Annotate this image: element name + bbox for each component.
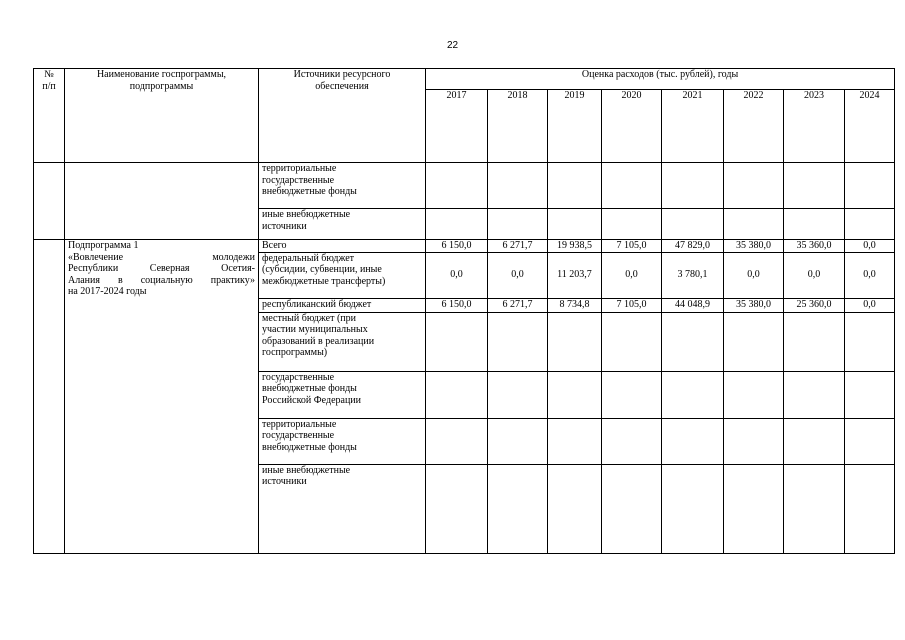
value-cell [662,371,724,418]
header-year-2019: 2019 [548,90,602,163]
header-year-2021: 2021 [662,90,724,163]
value-cell: 7 105,0 [602,298,662,312]
header-program-name: Наименование госпрограммы, подпрограммы [65,69,259,163]
value-cell [426,371,488,418]
page-number: 22 [446,40,459,51]
value-cell: 47 829,0 [662,240,724,253]
value-cell [426,464,488,553]
value-cell [724,163,784,209]
value-cell [784,464,845,553]
header-funding-source: Источники ресурсного обеспечения [259,69,426,163]
header-year-2022: 2022 [724,90,784,163]
subprogram-name-line: на 2017-2024 годы [68,286,147,297]
value-cell: 0,0 [845,252,895,298]
value-cell [548,209,602,240]
value-cell [488,464,548,553]
header-year-2023: 2023 [784,90,845,163]
value-cell: 25 360,0 [784,298,845,312]
row-number-cell [34,163,65,240]
value-cell [602,371,662,418]
value-cell: 19 938,5 [548,240,602,253]
value-cell: 35 380,0 [724,240,784,253]
value-cell: 35 360,0 [784,240,845,253]
funding-source-cell: республиканский бюджет [259,298,426,312]
value-cell: 0,0 [784,252,845,298]
value-cell: 7 105,0 [602,240,662,253]
value-cell [426,418,488,464]
value-cell [488,209,548,240]
value-cell [548,312,602,371]
funding-source-cell: территориальные государственные внебюджетные фонды [259,163,426,209]
value-cell: 6 150,0 [426,240,488,253]
value-cell [784,418,845,464]
value-cell [845,312,895,371]
value-cell [488,163,548,209]
row-number-cell [34,240,65,554]
value-cell [548,418,602,464]
value-cell: 6 271,7 [488,298,548,312]
value-cell [602,418,662,464]
funding-source-cell: государственные внебюджетные фонды Российской Федерации [259,371,426,418]
value-cell [845,163,895,209]
funding-source-cell: Всего [259,240,426,253]
value-cell: 0,0 [426,252,488,298]
value-cell [602,163,662,209]
subprogram-name-line: «Вовлечение молодежи [68,251,255,263]
value-cell [548,371,602,418]
header-year-2020: 2020 [602,90,662,163]
table-row [34,240,895,253]
value-cell: 0,0 [724,252,784,298]
subprogram-name-cell [65,240,259,554]
value-cell [662,312,724,371]
value-cell: 0,0 [488,252,548,298]
value-cell [602,209,662,240]
funding-source-cell: иные внебюджетные источники [259,464,426,553]
value-cell: 6 271,7 [488,240,548,253]
header-year-2018: 2018 [488,90,548,163]
value-cell [602,464,662,553]
value-cell [784,312,845,371]
funding-source-cell: федеральный бюджет (субсидии, субвенции, иные межбюджетные трансферты) [259,252,426,298]
header-year-2017: 2017 [426,90,488,163]
value-cell [488,371,548,418]
value-cell [662,209,724,240]
value-cell [784,209,845,240]
value-cell: 11 203,7 [548,252,602,298]
value-cell [845,464,895,553]
value-cell [426,312,488,371]
value-cell [845,371,895,418]
budget-table [33,68,895,554]
value-cell: 44 048,9 [662,298,724,312]
value-cell [662,418,724,464]
value-cell: 0,0 [845,240,895,253]
value-cell [724,418,784,464]
value-cell [662,464,724,553]
header-row-number: № п/п [34,69,65,163]
header-expense-estimate: Оценка расходов (тыс. рублей), годы [426,69,895,90]
value-cell [724,464,784,553]
value-cell [724,371,784,418]
subprogram-name-line: Республики Северная Осетия- [68,263,255,274]
subprogram-name-line: Подпрограмма 1 [68,240,139,251]
value-cell [426,209,488,240]
funding-source-cell: иные внебюджетные источники [259,209,426,240]
value-cell [548,163,602,209]
value-cell [488,418,548,464]
value-cell [784,371,845,418]
value-cell [548,464,602,553]
value-cell [845,209,895,240]
value-cell [724,312,784,371]
value-cell [845,418,895,464]
header-year-2024: 2024 [845,90,895,163]
value-cell [488,312,548,371]
value-cell [724,209,784,240]
value-cell [426,163,488,209]
value-cell: 0,0 [602,252,662,298]
value-cell: 8 734,8 [548,298,602,312]
value-cell: 0,0 [845,298,895,312]
value-cell [784,163,845,209]
subprogram-name-line: Алания в социальную практику» [68,274,255,286]
value-cell: 3 780,1 [662,252,724,298]
value-cell: 35 380,0 [724,298,784,312]
value-cell [662,163,724,209]
value-cell [602,312,662,371]
table-row [34,163,895,209]
value-cell: 6 150,0 [426,298,488,312]
program-name-cell [65,163,259,240]
funding-source-cell: территориальные государственные внебюджетные фонды [259,418,426,464]
funding-source-cell: местный бюджет (при участии муниципальных образований в реализации госпрограммы) [259,312,426,371]
